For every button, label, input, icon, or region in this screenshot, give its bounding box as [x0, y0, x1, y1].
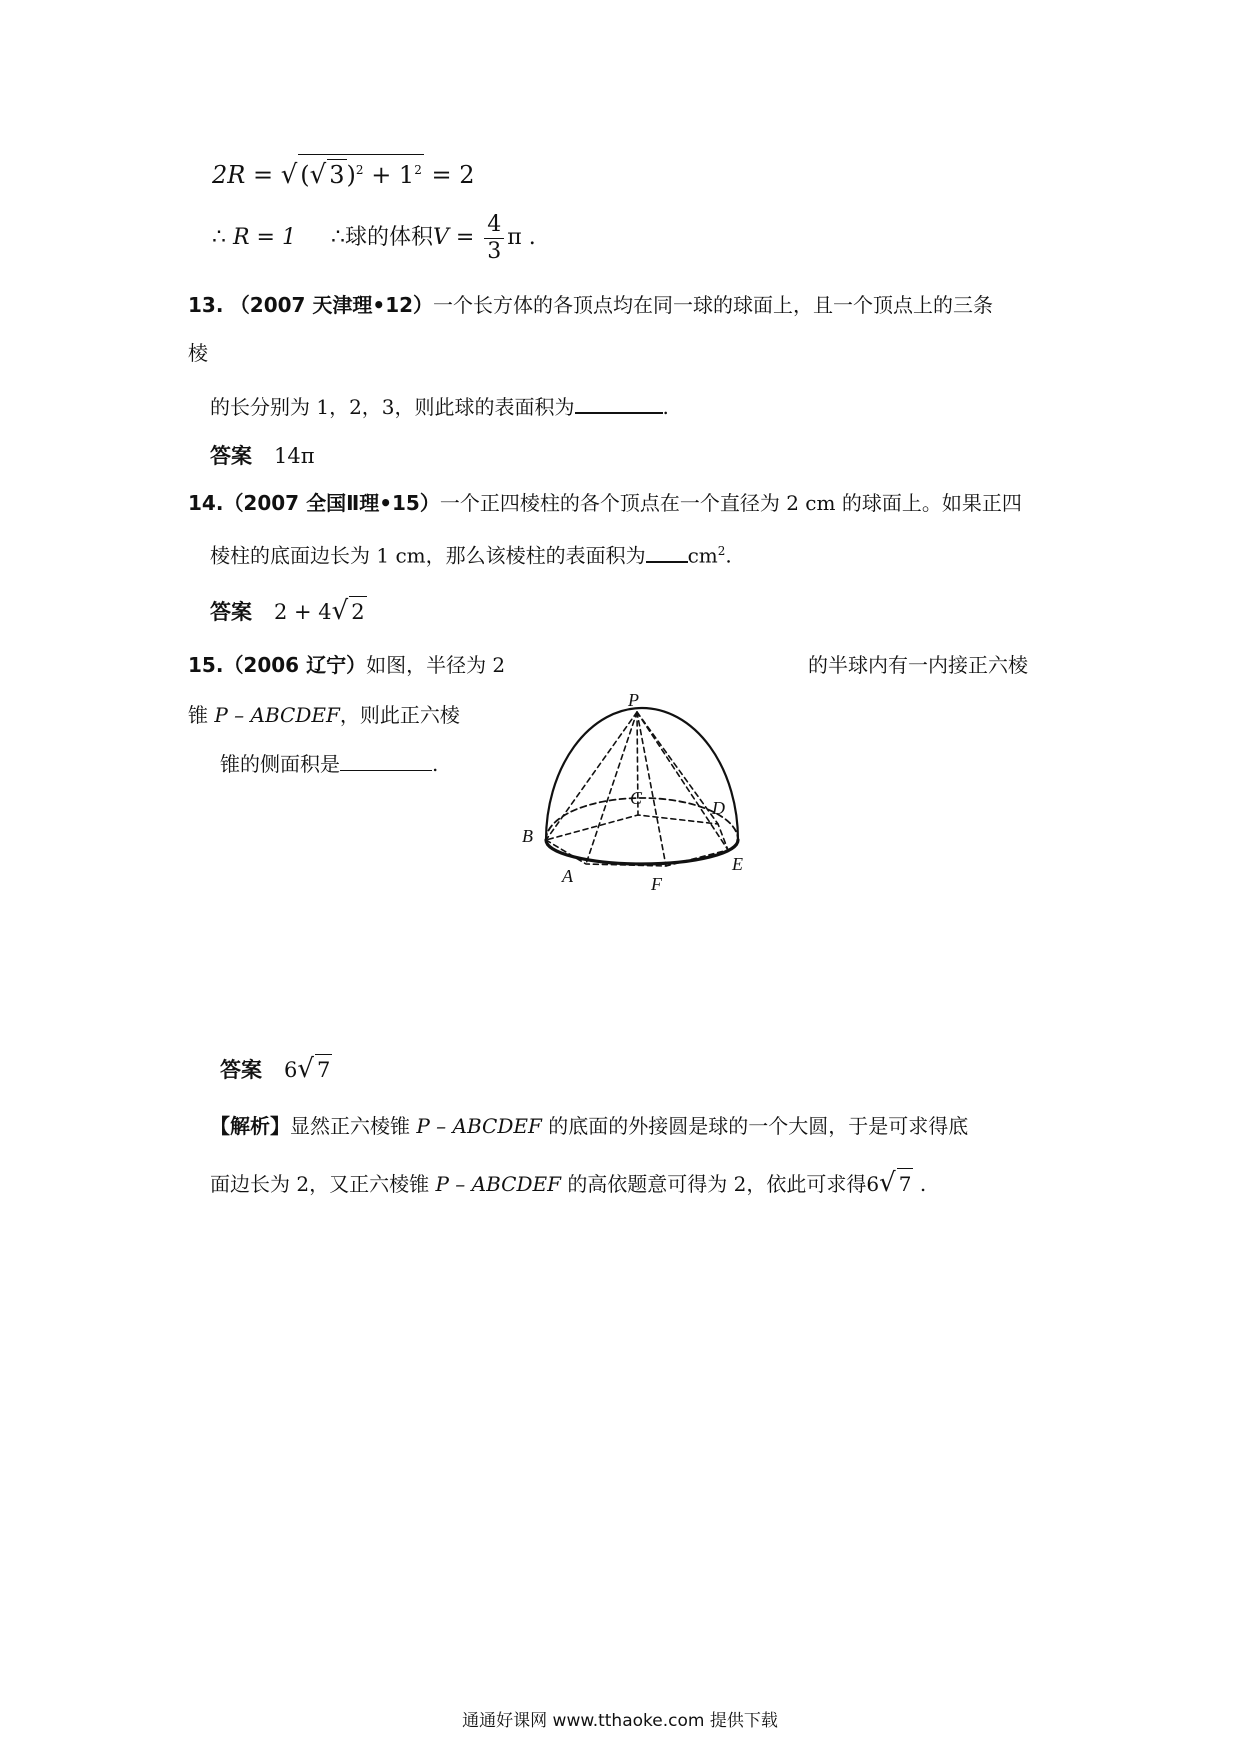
question-text: 如图，半径为 2: [366, 653, 506, 677]
q15-answer: [220, 1054, 332, 1085]
question-text: ，则此正六棱: [339, 703, 460, 727]
answer-label: 答案: [220, 1058, 262, 1082]
question-text: 棱柱的底面边长为 1 cm，那么该棱柱的表面积为: [210, 543, 646, 568]
exponent: 2: [355, 163, 364, 177]
numerator: 4: [484, 212, 504, 239]
formula-diameter: [212, 154, 475, 190]
q13-line-3: [210, 392, 669, 422]
radius-equation: R = 1: [233, 225, 296, 250]
unit: cm: [687, 543, 718, 568]
denominator: 3: [487, 238, 502, 264]
plus-term: + 1: [371, 161, 415, 189]
radical-sign: √: [331, 596, 349, 626]
q15-line-1-right: [808, 650, 1028, 680]
question-text: 棱: [188, 341, 208, 365]
answer-blank: [646, 543, 688, 563]
question-text: 一个正四棱柱的各个顶点在一个直径为 2 cm 的球面上。如果正四: [439, 491, 1022, 515]
period: .: [919, 1172, 927, 1196]
analysis-text: 面边长为 2，又正六棱锥: [210, 1172, 430, 1196]
analysis-text: 的高依题意可得为 2，依此可求得: [567, 1172, 867, 1196]
pyramid-name: P – ABCDEF: [214, 703, 340, 727]
lateral-edge-pe: [637, 712, 728, 850]
label-d: D: [712, 798, 725, 818]
hemisphere-pyramid-figure: [520, 690, 760, 910]
label-b: B: [522, 826, 533, 846]
answer-value: 6: [284, 1058, 298, 1082]
question-number: 13.: [188, 293, 224, 317]
radical-sign: √: [297, 1054, 314, 1084]
question-text: 的半球内有一内接正六棱: [808, 653, 1028, 677]
formula-lhs: 2R =: [212, 161, 274, 189]
q14-line-1: [188, 488, 1022, 518]
radicand: (√ $3)^2 + 1^2$: [298, 154, 424, 190]
analysis-label: 【解析】: [210, 1114, 290, 1138]
volume-text: 球的体积: [344, 225, 433, 250]
analysis-line-1: [210, 1111, 968, 1141]
page-footer: 通通好课网 www.tthaoke.com 提供下载: [462, 1711, 778, 1731]
period: .: [432, 752, 439, 776]
therefore-symbol: ∴: [212, 225, 226, 250]
lateral-edge-pd: [637, 712, 718, 824]
result-radicand: 7: [897, 1168, 914, 1199]
q15-line-1: [188, 650, 505, 680]
base-ellipse-front: [546, 840, 738, 864]
answer-radicand: 2: [349, 596, 366, 627]
question-text: 的长分别为 1，2，3，则此球的表面积为: [210, 395, 575, 419]
radical-sign: √: [280, 160, 298, 190]
result-value: 6: [866, 1172, 880, 1196]
q15-line-3: [220, 749, 438, 779]
period: .: [725, 543, 732, 568]
question-text: 锥的侧面积是: [220, 752, 340, 776]
answer-label: 答案: [210, 600, 252, 624]
answer-blank: [340, 756, 432, 771]
question-number: 15.: [188, 653, 224, 677]
question-source: （2007 天津理•12）: [229, 293, 434, 317]
q13-line-1: [188, 290, 993, 320]
label-p: P: [628, 690, 639, 710]
label-e: E: [732, 854, 743, 874]
question-text: 锥: [188, 703, 208, 727]
unit-exponent: 2: [717, 544, 726, 558]
radical-sign: √: [879, 1168, 896, 1198]
label-f: F: [651, 874, 662, 894]
inner-radicand: 3: [329, 161, 345, 189]
pyramid-name: P – ABCDEF: [435, 1172, 561, 1196]
pi-symbol: π .: [507, 225, 536, 250]
question-source: （2006 辽宁）: [223, 653, 367, 677]
lateral-edge-pb: [546, 712, 637, 840]
q15-line-2: [188, 700, 460, 730]
answer-blank: [575, 394, 663, 414]
analysis-text: 的底面的外接圆是球的一个大圆，于是可求得底: [548, 1114, 969, 1138]
answer-value: 2 + 4: [274, 600, 332, 624]
answer-label: 答案: [210, 444, 252, 468]
q13-line-2: [188, 338, 208, 368]
formula-volume: [212, 210, 536, 266]
label-c: C: [630, 788, 643, 808]
label-a: A: [562, 866, 573, 886]
answer-value: 14π: [274, 444, 315, 468]
answer-radicand: 7: [315, 1054, 332, 1085]
q14-line-2: [210, 536, 732, 571]
formula-rhs: = 2: [431, 161, 475, 189]
therefore-symbol: ∴: [330, 225, 345, 250]
volume-equation: V =: [432, 225, 475, 250]
q13-answer: [210, 441, 315, 471]
fraction: [484, 212, 504, 265]
q14-answer: [210, 596, 367, 627]
question-text: 一个长方体的各顶点均在同一球的球面上，且一个顶点上的三条: [433, 293, 994, 317]
period: .: [662, 395, 669, 419]
analysis-text: 显然正六棱锥: [290, 1114, 410, 1138]
question-source: （2007 全国Ⅱ理•15）: [223, 491, 440, 515]
question-number: 14.: [188, 491, 224, 515]
exponent-one: 2: [414, 163, 422, 177]
analysis-line-2: [210, 1168, 926, 1199]
pyramid-name: P – ABCDEF: [416, 1114, 542, 1138]
